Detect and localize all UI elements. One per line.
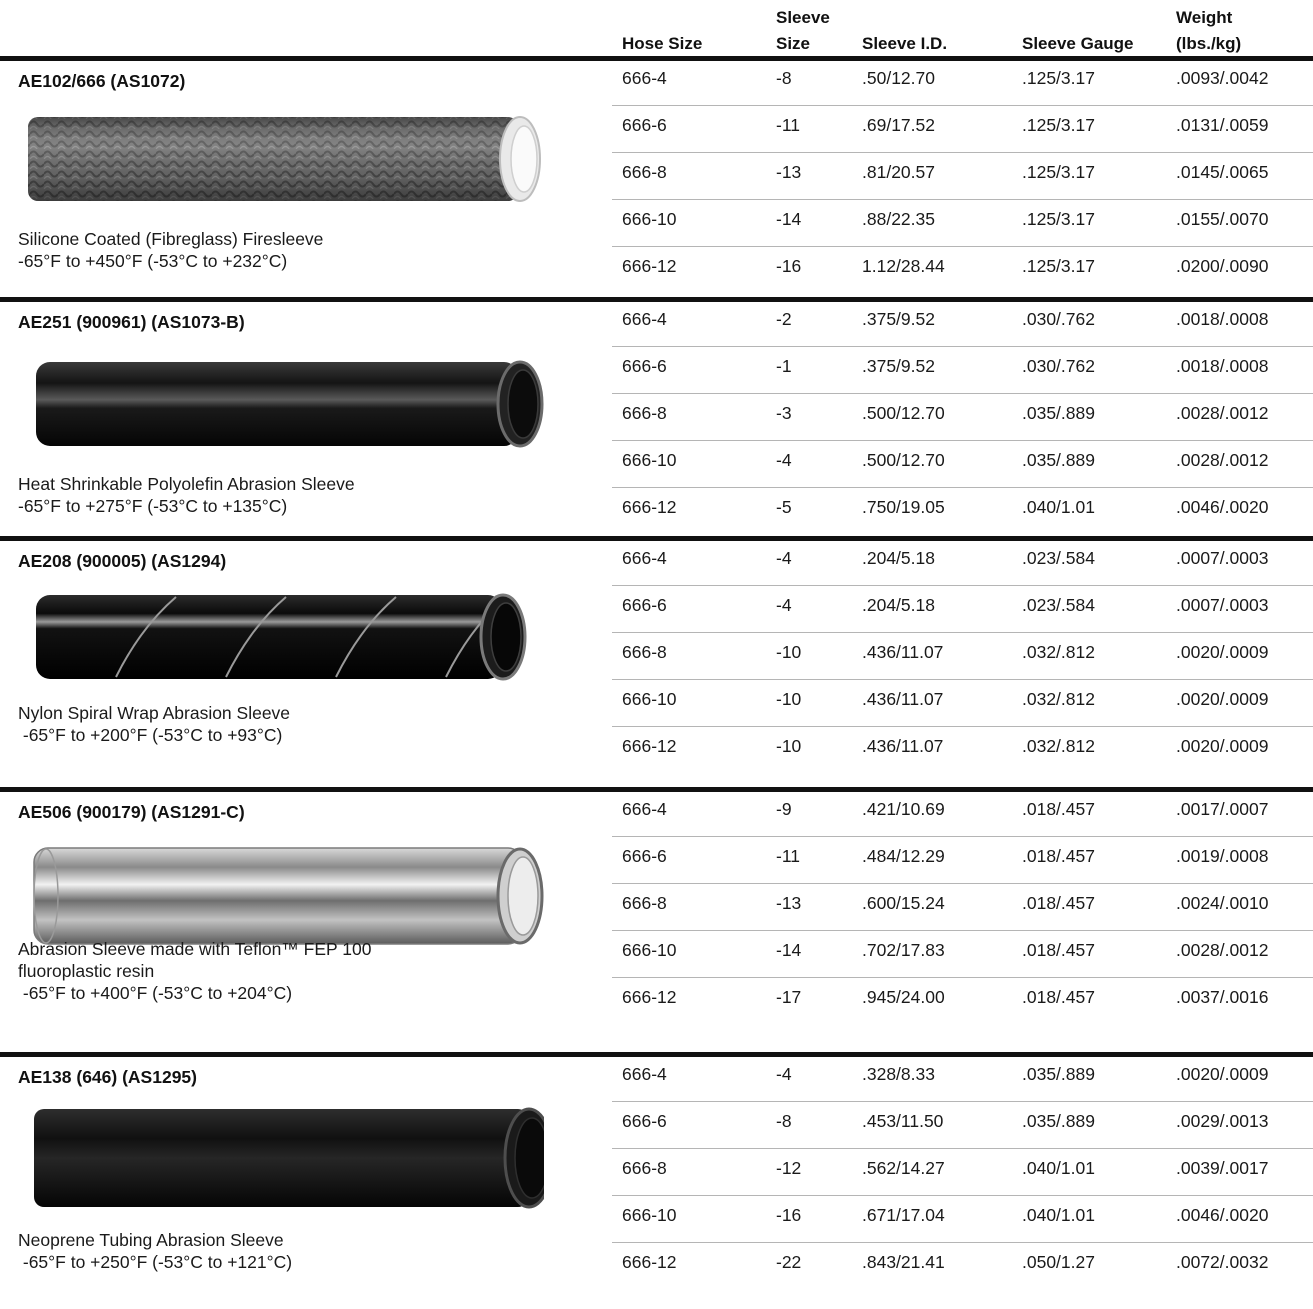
product-divider bbox=[0, 536, 1313, 541]
sleeve-id-cell: .69/17.52 bbox=[862, 115, 935, 135]
row-divider bbox=[612, 1148, 1313, 1149]
hose-size-cell: 666-4 bbox=[622, 1064, 667, 1084]
weight-cell: .0020/.0009 bbox=[1176, 642, 1269, 662]
weight-cell: .0020/.0009 bbox=[1176, 736, 1269, 756]
row-divider bbox=[612, 487, 1313, 488]
sleeve-size-cell: -4 bbox=[776, 450, 792, 470]
header-divider bbox=[0, 56, 1313, 61]
weight-cell: .0155/.0070 bbox=[1176, 209, 1269, 229]
sleeve-id-cell: .500/12.70 bbox=[862, 403, 945, 423]
row-divider bbox=[612, 246, 1313, 247]
hose-size-cell: 666-12 bbox=[622, 1252, 677, 1272]
hose-size-cell: 666-8 bbox=[622, 642, 667, 662]
hose-size-cell: 666-6 bbox=[622, 115, 667, 135]
row-divider bbox=[612, 1101, 1313, 1102]
sleeve-id-cell: .375/9.52 bbox=[862, 356, 935, 376]
sleeve-size-cell: -9 bbox=[776, 799, 792, 819]
sleeve-id-cell: .453/11.50 bbox=[862, 1111, 944, 1131]
sleeve-size-cell: -8 bbox=[776, 68, 792, 88]
product-description-line: -65°F to +275°F (-53°C to +135°C) bbox=[18, 496, 288, 516]
sleeve-size-cell: -1 bbox=[776, 356, 792, 376]
weight-cell: .0046/.0020 bbox=[1176, 1205, 1269, 1225]
row-divider bbox=[612, 440, 1313, 441]
weight-cell: .0028/.0012 bbox=[1176, 403, 1269, 423]
sleeve-id-cell: .436/11.07 bbox=[862, 689, 944, 709]
sleeve-gauge-cell: .035/.889 bbox=[1022, 450, 1095, 470]
row-divider bbox=[612, 105, 1313, 106]
hose-size-cell: 666-12 bbox=[622, 987, 677, 1007]
row-divider bbox=[612, 836, 1313, 837]
product-title: AE208 (900005) (AS1294) bbox=[18, 551, 227, 571]
sleeve-size-cell: -22 bbox=[776, 1252, 802, 1272]
sleeve-id-cell: .436/11.07 bbox=[862, 736, 944, 756]
sleeve-id-cell: .843/21.41 bbox=[862, 1252, 945, 1272]
sleeve-gauge-cell: .018/.457 bbox=[1022, 799, 1095, 819]
sleeve-gauge-cell: .030/.762 bbox=[1022, 356, 1095, 376]
hose-size-cell: 666-10 bbox=[622, 940, 677, 960]
sleeve-size-cell: -13 bbox=[776, 162, 802, 182]
product-description-line: Nylon Spiral Wrap Abrasion Sleeve bbox=[18, 703, 291, 723]
row-divider bbox=[612, 199, 1313, 200]
sleeve-id-cell: .204/5.18 bbox=[862, 548, 935, 568]
sleeve-id-cell: .484/12.29 bbox=[862, 846, 945, 866]
sleeve-size-cell: -13 bbox=[776, 893, 802, 913]
sleeve-gauge-cell: .018/.457 bbox=[1022, 940, 1095, 960]
product-description-line: Neoprene Tubing Abrasion Sleeve bbox=[18, 1230, 284, 1250]
sleeve-gauge-cell: .035/.889 bbox=[1022, 1111, 1095, 1131]
sleeve-gauge-cell: .030/.762 bbox=[1022, 309, 1095, 329]
weight-cell: .0200/.0090 bbox=[1176, 256, 1269, 276]
sleeve-gauge-cell: .125/3.17 bbox=[1022, 162, 1095, 182]
sleeve-gauge-cell: .040/1.01 bbox=[1022, 1158, 1095, 1178]
sleeve-id-cell: .50/12.70 bbox=[862, 68, 935, 88]
header-hose-size: Hose Size bbox=[622, 34, 703, 53]
product-divider bbox=[0, 787, 1313, 792]
weight-cell: .0131/.0059 bbox=[1176, 115, 1269, 135]
sleeve-size-cell: -14 bbox=[776, 940, 802, 960]
weight-cell: .0028/.0012 bbox=[1176, 450, 1269, 470]
product-description-line: fluoroplastic resin bbox=[18, 961, 155, 981]
sleeve-id-cell: .204/5.18 bbox=[862, 595, 935, 615]
header-weight-line2: (lbs./kg) bbox=[1176, 34, 1242, 53]
product-description-line: Heat Shrinkable Polyolefin Abrasion Sleeve bbox=[18, 474, 355, 494]
hose-size-cell: 666-4 bbox=[622, 799, 667, 819]
sleeve-gauge-cell: .040/1.01 bbox=[1022, 497, 1095, 517]
header-sleeve-size-line2: Size bbox=[776, 34, 811, 53]
hose-size-cell: 666-12 bbox=[622, 497, 677, 517]
sleeve-id-cell: .562/14.27 bbox=[862, 1158, 945, 1178]
weight-cell: .0017/.0007 bbox=[1176, 799, 1269, 819]
sleeve-gauge-cell: .050/1.27 bbox=[1022, 1252, 1095, 1272]
weight-cell: .0093/.0042 bbox=[1176, 68, 1269, 88]
sleeve-gauge-cell: .125/3.17 bbox=[1022, 115, 1095, 135]
sleeve-size-cell: -11 bbox=[776, 846, 800, 866]
sleeve-size-cell: -4 bbox=[776, 1064, 792, 1084]
sleeve-id-cell: .436/11.07 bbox=[862, 642, 944, 662]
sleeve-size-cell: -8 bbox=[776, 1111, 792, 1131]
spiral-wrap-tube-image bbox=[16, 587, 544, 692]
product-description-line: -65°F to +400°F (-53°C to +204°C) bbox=[18, 983, 293, 1003]
sleeve-gauge-cell: .035/.889 bbox=[1022, 403, 1095, 423]
sleeve-size-cell: -17 bbox=[776, 987, 802, 1007]
sleeve-id-cell: .421/10.69 bbox=[862, 799, 945, 819]
hose-size-cell: 666-8 bbox=[622, 403, 667, 423]
row-divider bbox=[612, 726, 1313, 727]
row-divider bbox=[612, 930, 1313, 931]
hose-size-cell: 666-10 bbox=[622, 1205, 677, 1225]
sleeve-gauge-cell: .125/3.17 bbox=[1022, 209, 1095, 229]
sleeve-id-cell: .671/17.04 bbox=[862, 1205, 945, 1225]
sleeve-gauge-cell: .125/3.17 bbox=[1022, 68, 1095, 88]
sleeve-gauge-cell: .032/.812 bbox=[1022, 689, 1095, 709]
neoprene-tube-image bbox=[16, 1103, 544, 1218]
hose-size-cell: 666-6 bbox=[622, 1111, 667, 1131]
product-title: AE102/666 (AS1072) bbox=[18, 71, 186, 91]
sleeve-gauge-cell: .018/.457 bbox=[1022, 987, 1095, 1007]
row-divider bbox=[612, 883, 1313, 884]
product-title: AE506 (900179) (AS1291-C) bbox=[18, 802, 245, 822]
product-title: AE138 (646) (AS1295) bbox=[18, 1067, 197, 1087]
hose-size-cell: 666-6 bbox=[622, 356, 667, 376]
product-title: AE251 (900961) (AS1073-B) bbox=[18, 312, 245, 332]
hose-size-cell: 666-10 bbox=[622, 209, 677, 229]
hose-size-cell: 666-4 bbox=[622, 548, 667, 568]
weight-cell: .0037/.0016 bbox=[1176, 987, 1269, 1007]
sleeve-gauge-cell: .032/.812 bbox=[1022, 736, 1095, 756]
black-polyolefin-tube-image bbox=[16, 354, 544, 459]
sleeve-gauge-cell: .032/.812 bbox=[1022, 642, 1095, 662]
sleeve-size-cell: -2 bbox=[776, 309, 792, 329]
weight-cell: .0024/.0010 bbox=[1176, 893, 1269, 913]
weight-cell: .0046/.0020 bbox=[1176, 497, 1269, 517]
hose-size-cell: 666-6 bbox=[622, 595, 667, 615]
hose-size-cell: 666-6 bbox=[622, 846, 667, 866]
product-divider bbox=[0, 1052, 1313, 1057]
sleeve-id-cell: .328/8.33 bbox=[862, 1064, 935, 1084]
sleeve-gauge-cell: .018/.457 bbox=[1022, 846, 1095, 866]
header-sleeve-gauge: Sleeve Gauge bbox=[1022, 34, 1134, 53]
hose-size-cell: 666-10 bbox=[622, 689, 677, 709]
product-description-line: Abrasion Sleeve made with Teflon™ FEP 100 bbox=[18, 939, 372, 959]
sleeve-gauge-cell: .018/.457 bbox=[1022, 893, 1095, 913]
sleeve-id-cell: .600/15.24 bbox=[862, 893, 945, 913]
sleeve-id-cell: .500/12.70 bbox=[862, 450, 945, 470]
weight-cell: .0072/.0032 bbox=[1176, 1252, 1269, 1272]
weight-cell: .0018/.0008 bbox=[1176, 356, 1269, 376]
sleeve-id-cell: .81/20.57 bbox=[862, 162, 935, 182]
product-description-line: -65°F to +450°F (-53°C to +232°C) bbox=[18, 251, 288, 271]
row-divider bbox=[612, 977, 1313, 978]
hose-size-cell: 666-12 bbox=[622, 736, 677, 756]
sleeve-gauge-cell: .035/.889 bbox=[1022, 1064, 1095, 1084]
weight-cell: .0039/.0017 bbox=[1176, 1158, 1269, 1178]
weight-cell: .0020/.0009 bbox=[1176, 1064, 1269, 1084]
sleeve-size-cell: -4 bbox=[776, 548, 792, 568]
sleeve-size-cell: -10 bbox=[776, 736, 802, 756]
product-description-line: -65°F to +200°F (-53°C to +93°C) bbox=[18, 725, 283, 745]
sleeve-size-cell: -16 bbox=[776, 256, 802, 276]
product-divider bbox=[0, 297, 1313, 302]
row-divider bbox=[612, 632, 1313, 633]
sleeve-id-cell: .375/9.52 bbox=[862, 309, 935, 329]
sleeve-size-cell: -11 bbox=[776, 115, 800, 135]
sleeve-size-cell: -3 bbox=[776, 403, 792, 423]
weight-cell: .0007/.0003 bbox=[1176, 595, 1269, 615]
hose-size-cell: 666-10 bbox=[622, 450, 677, 470]
sleeve-size-cell: -10 bbox=[776, 642, 802, 662]
row-divider bbox=[612, 1242, 1313, 1243]
weight-cell: .0028/.0012 bbox=[1176, 940, 1269, 960]
sleeve-size-cell: -12 bbox=[776, 1158, 802, 1178]
header-weight-line1: Weight bbox=[1176, 8, 1233, 27]
sleeve-size-cell: -5 bbox=[776, 497, 792, 517]
hose-size-cell: 666-4 bbox=[622, 309, 667, 329]
sleeve-size-cell: -10 bbox=[776, 689, 802, 709]
header-sleeve-id: Sleeve I.D. bbox=[862, 34, 948, 53]
sleeve-id-cell: .702/17.83 bbox=[862, 940, 945, 960]
sleeve-gauge-cell: .023/.584 bbox=[1022, 548, 1095, 568]
weight-cell: .0029/.0013 bbox=[1176, 1111, 1269, 1131]
hose-size-cell: 666-4 bbox=[622, 68, 667, 88]
sleeve-gauge-cell: .023/.584 bbox=[1022, 595, 1095, 615]
weight-cell: .0145/.0065 bbox=[1176, 162, 1269, 182]
hose-size-cell: 666-8 bbox=[622, 893, 667, 913]
sleeve-gauge-cell: .125/3.17 bbox=[1022, 256, 1095, 276]
weight-cell: .0007/.0003 bbox=[1176, 548, 1269, 568]
sleeve-size-cell: -14 bbox=[776, 209, 802, 229]
braided-firesleeve-tube-image bbox=[16, 109, 544, 214]
row-divider bbox=[612, 393, 1313, 394]
row-divider bbox=[612, 346, 1313, 347]
hose-size-cell: 666-8 bbox=[622, 1158, 667, 1178]
product-description-line: Silicone Coated (Fibreglass) Firesleeve bbox=[18, 229, 324, 249]
weight-cell: .0020/.0009 bbox=[1176, 689, 1269, 709]
row-divider bbox=[612, 152, 1313, 153]
row-divider bbox=[612, 585, 1313, 586]
sleeve-id-cell: .88/22.35 bbox=[862, 209, 935, 229]
sleeve-size-cell: -4 bbox=[776, 595, 792, 615]
hose-size-cell: 666-12 bbox=[622, 256, 677, 276]
sleeve-id-cell: .945/24.00 bbox=[862, 987, 945, 1007]
row-divider bbox=[612, 1195, 1313, 1196]
sleeve-gauge-cell: .040/1.01 bbox=[1022, 1205, 1095, 1225]
header-sleeve-size-line1: Sleeve bbox=[776, 8, 830, 27]
weight-cell: .0018/.0008 bbox=[1176, 309, 1269, 329]
sleeve-id-cell: 1.12/28.44 bbox=[862, 256, 945, 276]
sleeve-size-cell: -16 bbox=[776, 1205, 802, 1225]
product-description-line: -65°F to +250°F (-53°C to +121°C) bbox=[18, 1252, 293, 1272]
row-divider bbox=[612, 679, 1313, 680]
hose-size-cell: 666-8 bbox=[622, 162, 667, 182]
sleeve-id-cell: .750/19.05 bbox=[862, 497, 945, 517]
weight-cell: .0019/.0008 bbox=[1176, 846, 1269, 866]
